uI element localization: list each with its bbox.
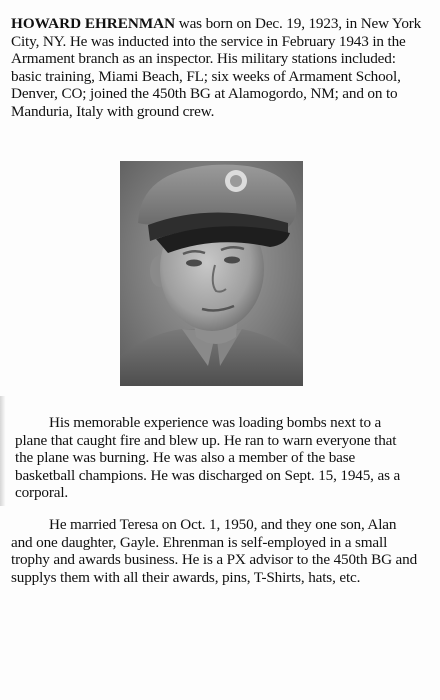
bio-intro-paragraph <box>11 15 423 121</box>
portrait-photo <box>120 161 303 386</box>
experience-paragraph: His memorable experience was loading bombs next to a plane that caught fire and blew up. He ran to warn everyone that the plane was burning. He was also a member of the base basketball champions. He was discharged on Sept. 15, 1945, as a corporal. <box>15 414 401 502</box>
scan-edge-shadow <box>0 396 6 506</box>
family-paragraph: He married Teresa on Oct. 1, 1950, and they one son, Alan and one daughter, Gayle. Ehrenman is self-employed in a small trophy and awards business. He is a PX advisor to the 450th BG and supplys them with all their awards, pins, T-Shirts, hats, etc. <box>11 516 418 586</box>
bio-intro-text: was born on Dec. 19, 1923, in New York City, NY. He was inducted into the service in February 1943 in the Armament branch as an inspector. His military stations included: basic training, Miami Beach, FL; six weeks of Armament School, Denver, CO; joined the 450th BG at Alamogordo, NM; and on to Manduria, Italy with ground crew. <box>11 15 422 120</box>
veteran-name: HOWARD EHRENMAN <box>11 15 176 32</box>
